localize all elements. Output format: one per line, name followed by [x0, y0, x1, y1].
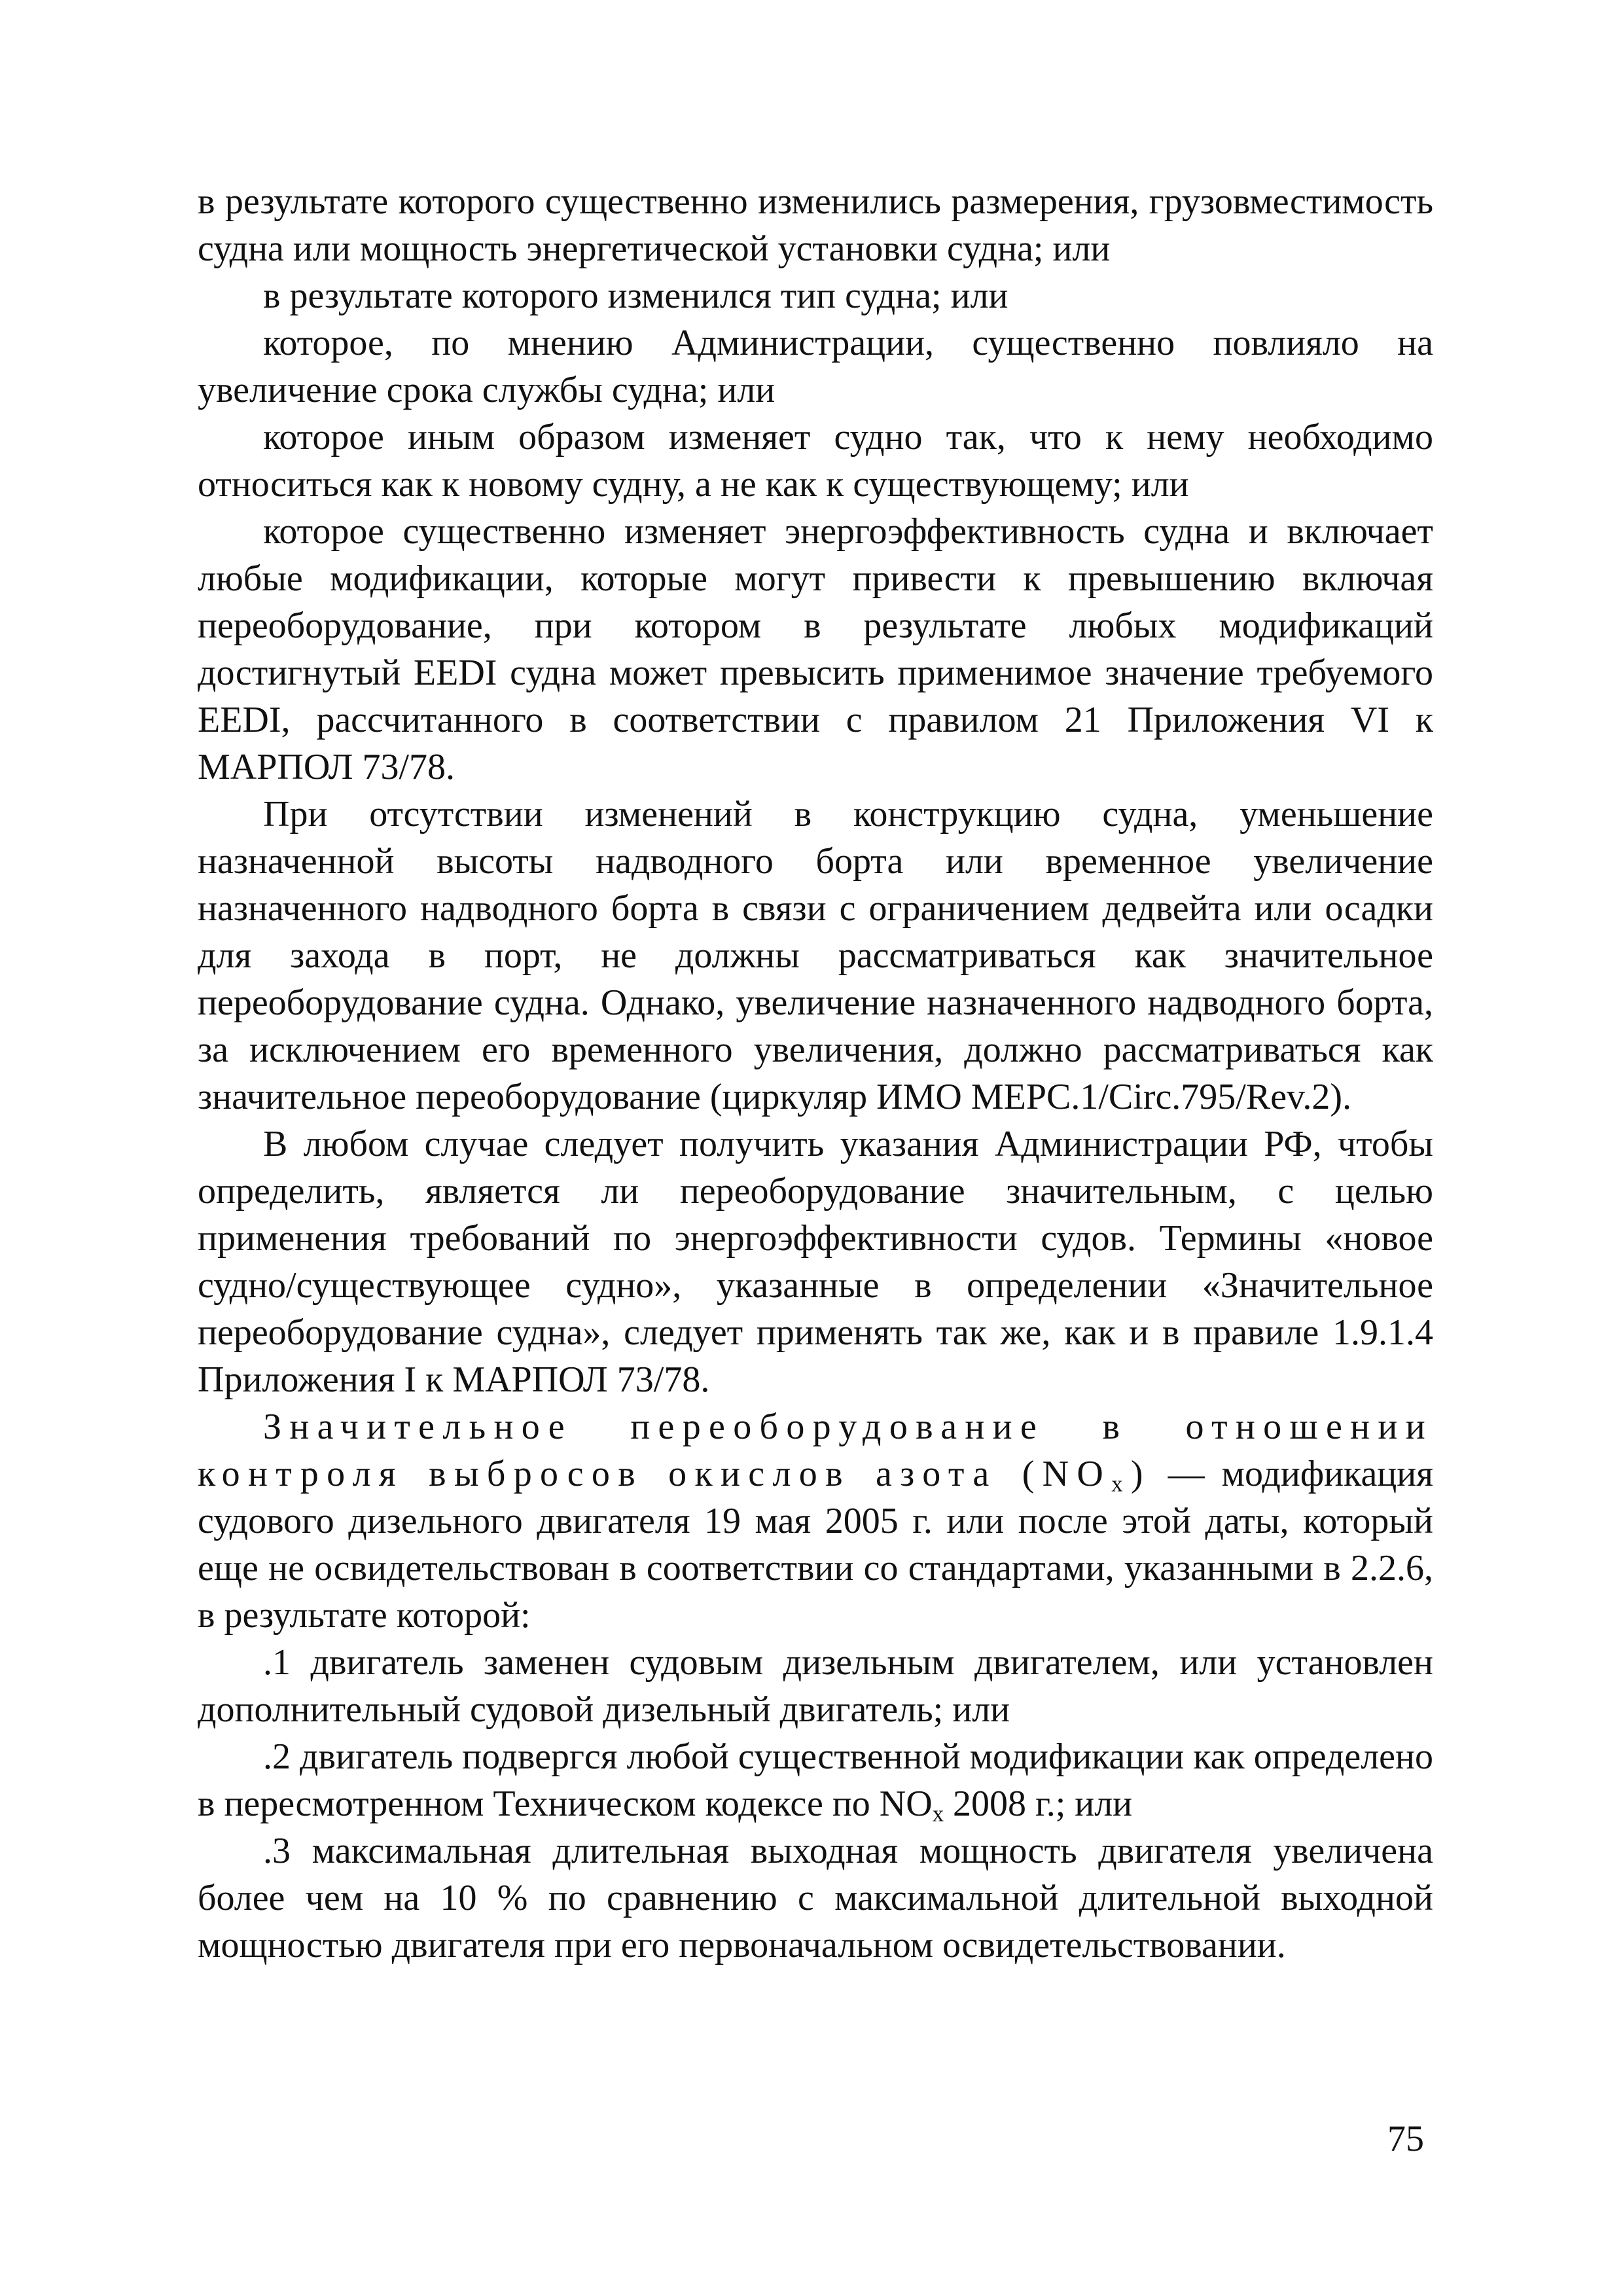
paragraph-continuation: в результате которого существенно изменились размерения, грузовместимость судна или мощность энергетической установки судна; или [198, 181, 1433, 269]
nox-definition-text: — модификация судового дизельного двигателя 19 мая 2005 г. или после этой даты, который еще не освидетельствован в соответствии со стандартами, указанными в 2.2.6, в результате которой: [198, 1454, 1433, 1636]
list-item-2 [198, 1733, 1433, 1827]
paragraph-new-ship: которое иным образом изменяет судно так, что к нему необходимо относиться как к новому судну, а не как к существующему; или [198, 417, 1433, 505]
paragraph-energy-efficiency: которое существенно изменяет энергоэффективность судна и включает любые модификации, которые могут привести к превышению включая переоборудование, при котором в результате любых модификаций достигнутый EEDI судна может превысить применимое значение требуемого EEDI, рассчитанного в соответствии с правилом 21 Приложения VI к МАРПОЛ 73/78. [198, 511, 1433, 787]
list-item-1: .1 двигатель заменен судовым дизельным двигателем, или установлен дополнительный судовой дизельный двигатель; или [198, 1642, 1433, 1730]
paragraph-service-life: которое, по мнению Администрации, существенно повлияло на увеличение срока службы судна; или [198, 323, 1433, 410]
list-item-3: .3 максимальная длительная выходная мощность двигателя увеличена более чем на 10 % по сравнению с максимальной длительной выходной мощностью двигателя при его первоначальном освидетельствовании. [198, 1831, 1433, 1965]
paragraph-type-change: в результате которого изменился тип судна; или [263, 276, 1008, 316]
page-number: 75 [1387, 2119, 1424, 2159]
document-body [198, 178, 1433, 1969]
nox-term-text: Значительное переоборудование в отношении контроля выбросов окислов азота (NO [198, 1407, 1433, 1494]
paragraph-freeboard: При отсутствии изменений в конструкцию судна, уменьшение назначенной высоты надводного борта или временное увеличение назначенного надводного борта в связи с ограничением дедвейта или осадки для захода в порт, не должны рассматриваться как значительное переоборудование судна. Однако, увеличение назначенного надводного борта, за исключением его временного увеличения, должно рассматриваться как значительное переоборудование (циркуляр ИМО MEPC.1/Circ.795/Rev.2). [198, 794, 1433, 1117]
nox-term-subscript: x [1111, 1471, 1131, 1497]
paragraph-nox-definition [198, 1403, 1433, 1639]
list-item-2-text: .2 двигатель подвергся любой существенной модификации как определено в пересмотренном Техническом кодексе по NO [198, 1736, 1433, 1824]
nox-term-close: ) [1130, 1454, 1151, 1494]
list-item-2-subscript: x [932, 1801, 944, 1827]
paragraph-administration: В любом случае следует получить указания Администрации РФ, чтобы определить, является ли переоборудование значительным, с целью применения требований по энергоэффективности судов. Термины «новое судно/существующее судно», указанные в определении «Значительное переоборудование судна», следует применять так же, как и в правиле 1.9.1.4 Приложения I к МАРПОЛ 73/78. [198, 1124, 1433, 1400]
list-item-2-tail: 2008 г.; или [944, 1784, 1133, 1824]
